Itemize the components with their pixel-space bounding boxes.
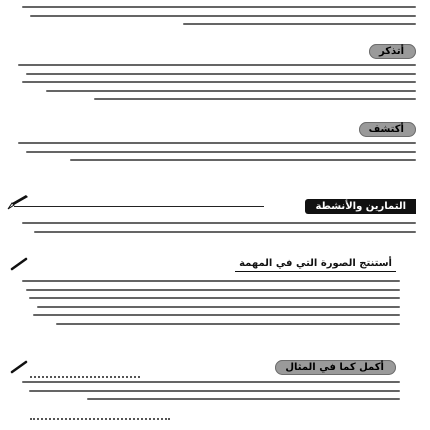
banner-rule <box>14 206 264 207</box>
heading-pill: أتذكر <box>369 44 416 59</box>
intro-paragraph <box>14 6 416 32</box>
section-2-paragraph <box>14 142 416 168</box>
heading-pill: أكتشف <box>359 122 416 137</box>
pencil-icon <box>10 257 28 271</box>
exercises-intro-paragraph <box>14 222 416 239</box>
exercise-1-heading: أستنتج الصورة التي في المهمة <box>235 257 396 272</box>
exercise-2-items <box>18 381 400 407</box>
exercises-banner: التمارين والأنشطة <box>305 199 416 214</box>
section-1-paragraph <box>14 64 416 107</box>
pencil-icon <box>6 193 30 211</box>
answer-line[interactable] <box>30 376 140 378</box>
answer-line[interactable] <box>30 418 170 420</box>
pencil-icon <box>10 360 28 374</box>
exercise-2-heading: أكمل كما في المثال <box>275 360 396 375</box>
exercise-1-items <box>18 280 400 331</box>
